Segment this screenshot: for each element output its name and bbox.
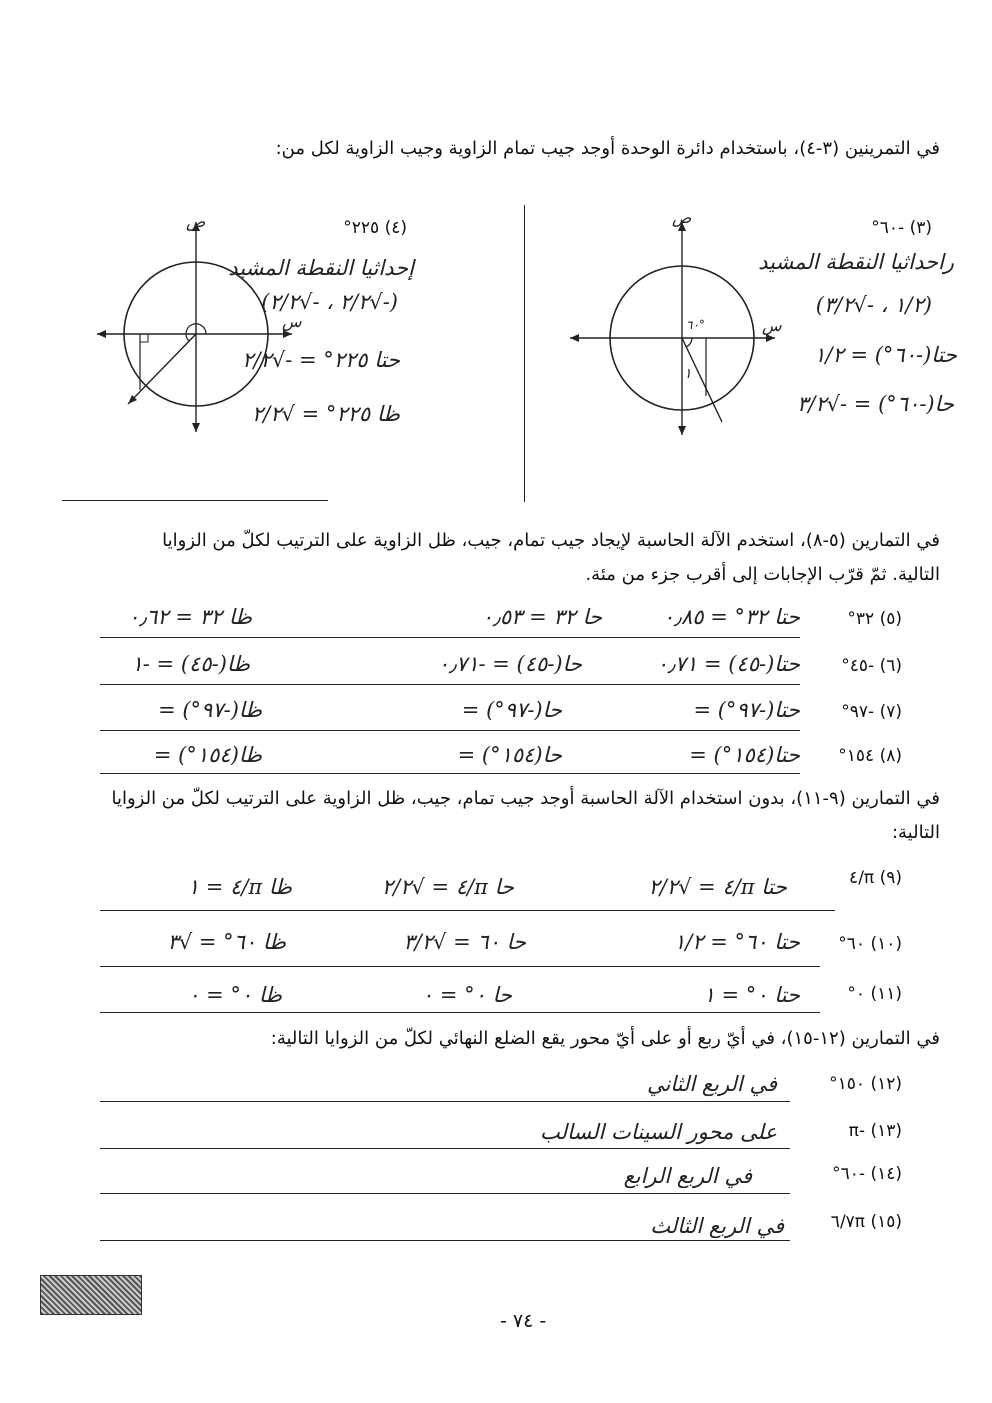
ex3-x-arrow-left (570, 334, 579, 342)
row-label: (٦) -٤٥° (841, 656, 902, 676)
row-label: (١٠) ٦٠° (838, 934, 902, 954)
answer-sin: حا(-٩٧°) = (461, 698, 562, 722)
ex3-x-arrow-right (766, 334, 775, 342)
answer-tan: ظا(١٥٤°) = (153, 743, 262, 767)
answer-line (100, 1012, 820, 1013)
answer-cos: حتا ٦٠° = ١/٢ (673, 930, 800, 954)
answer-line (100, 637, 800, 638)
answer-sin: حا(-٤٥) = -٠٫٧١ (437, 652, 582, 676)
row-label: (٥) ٣٢° (847, 609, 902, 629)
section1-instruction: في التمرينين (٣-٤)، باستخدام دائرة الوحدة أوجد جيب تمام الزاوية وجيب الزاوية لكل من: (275, 138, 940, 159)
stamp-mark (40, 1275, 142, 1315)
ex4-terminal-ray (128, 334, 196, 404)
answer-cos: حتا π/٤ = √٢/٢ (648, 875, 787, 899)
answer-sin: حا(١٥٤°) = (457, 743, 562, 767)
answer-line (100, 1101, 790, 1102)
ex4-right-angle-mark (140, 334, 148, 342)
answer-sin: حا ٠° = ٠ (421, 983, 512, 1007)
answer-tan: ظا(-٩٧°) = (158, 698, 262, 722)
row-label: (١٤) -٦٠° (832, 1164, 902, 1184)
section4-instruction: في التمارين (١٢-١٥)، في أيّ ربع أو على أيّ محور يقع الضلع النهائي لكلّ من الزوايا التالية: (270, 1028, 940, 1049)
row-label: (٧) -٩٧° (841, 702, 902, 722)
answer-line (100, 1148, 790, 1149)
ex4-x-arrow-left (97, 330, 106, 338)
ex3-label: (٣) -٦٠° (871, 218, 932, 238)
answer-cos: حتا ٣٢° = ٠٫٨٥ (662, 605, 800, 629)
answer-sin: حا ٦٠ = √٣/٢ (403, 930, 526, 954)
ex4-label: (٤) ٢٢٥° (343, 218, 407, 238)
answer-sin: حا π/٤ = √٢/٢ (381, 875, 514, 899)
answer-tan: ظا π/٤ = ١ (187, 875, 292, 899)
answer-quadrant: في الربع الثالث (650, 1214, 784, 1238)
answer-quadrant: على محور السينات السالب (540, 1120, 777, 1144)
row-label: (٨) ١٥٤° (838, 746, 902, 766)
answer-line (100, 773, 800, 774)
answer-cos: حتا(-٤٥) = ٠٫٧١ (656, 652, 800, 676)
ex3-unit-circle-diagram (570, 210, 790, 440)
row-label: (١٢) ١٥٠° (829, 1074, 902, 1094)
answer-tan: ظا ٣٢ = ٠٫٦٢ (128, 605, 252, 629)
ex4-cos-line: حتا ٢٢٥° = -√٢/٢ (242, 348, 400, 372)
section3-instruction-line1: في التمارين (٩-١١)، بدون استخدام الآلة الحاسبة أوجد جيب تمام، جيب، ظل الزاوية على الترتيب لكلّ من الزوايا (111, 788, 940, 809)
row-label: (١١) ٠° (847, 984, 902, 1004)
ex4-tan-line: ظا ٢٢٥° = √٢/٢ (251, 402, 400, 426)
answer-line (100, 966, 820, 967)
answer-line (100, 684, 800, 685)
answer-quadrant: في الربع الرابع (623, 1164, 752, 1188)
section3-instruction-line2: التالية: (891, 822, 940, 843)
ex4-x-arrow-right (283, 330, 292, 338)
ex4-hand-line1: إحداثيا النقطة المشيد (228, 256, 414, 280)
answer-sin: حا ٣٢ = ٠٫٥٣ (481, 605, 602, 629)
page-number: - ٧٤ - (500, 1310, 547, 1332)
answer-line (100, 1193, 790, 1194)
ex3-angle-arc (686, 338, 692, 347)
ex3-hand-line1: راحداثيا النقطة المشيد (758, 250, 954, 274)
ex4-y-arrow-bottom (192, 423, 200, 432)
ex4-y-label: ص (186, 212, 206, 231)
ex4-unit-circle-diagram (92, 212, 312, 437)
ex3-cos-line: حتا(-٦٠°) = ١/٢ (814, 343, 957, 367)
ex4-x-label: س (282, 312, 302, 331)
ex4-coords: (-√٢/٢ ، -√٢/٢) (261, 290, 398, 314)
ex3-y-label: ص (672, 208, 692, 227)
ex3-y-arrow-bottom (678, 426, 686, 435)
section1-underline (62, 500, 328, 501)
answer-tan: ظا ٠° = ٠ (188, 983, 282, 1007)
answer-quadrant: في الربع الثاني (646, 1072, 777, 1096)
ex3-sin-line: حا(-٦٠°) = -√٣/٢ (797, 392, 954, 416)
ex3-coords: (١/٢ ، -√٣/٢) (815, 293, 932, 317)
answer-line (100, 730, 800, 731)
ex3-x-label: س (762, 316, 782, 335)
section2-instruction-line1: في التمارين (٥-٨)، استخدم الآلة الحاسبة لإيجاد جيب تمام، جيب، ظل الزاوية على الترتيب لكلّ من الزوايا (162, 530, 940, 551)
row-label: (١٣) -π (848, 1121, 902, 1141)
answer-cos: حتا(-٩٧°) = (693, 698, 800, 722)
row-label: (١٥) ٧π/٦ (830, 1212, 902, 1232)
answer-cos: حتا ٠° = ١ (703, 983, 800, 1007)
answer-tan: ظا(-٤٥) = -١ (131, 652, 250, 676)
answer-line (100, 1240, 790, 1241)
exercise-divider (524, 205, 525, 502)
ex3-radius-label: ١ (684, 366, 692, 382)
answer-tan: ظا ٦٠° = √٣ (167, 930, 286, 954)
ex3-angle-label: ٦٠° (686, 318, 705, 332)
row-label: (٩) π/٤ (849, 868, 902, 888)
answer-line (100, 910, 835, 911)
section2-instruction-line2: التالية. ثمّ قرّب الإجابات إلى أقرب جزء من مئة. (585, 564, 940, 585)
answer-cos: حتا(١٥٤°) = (689, 743, 800, 767)
